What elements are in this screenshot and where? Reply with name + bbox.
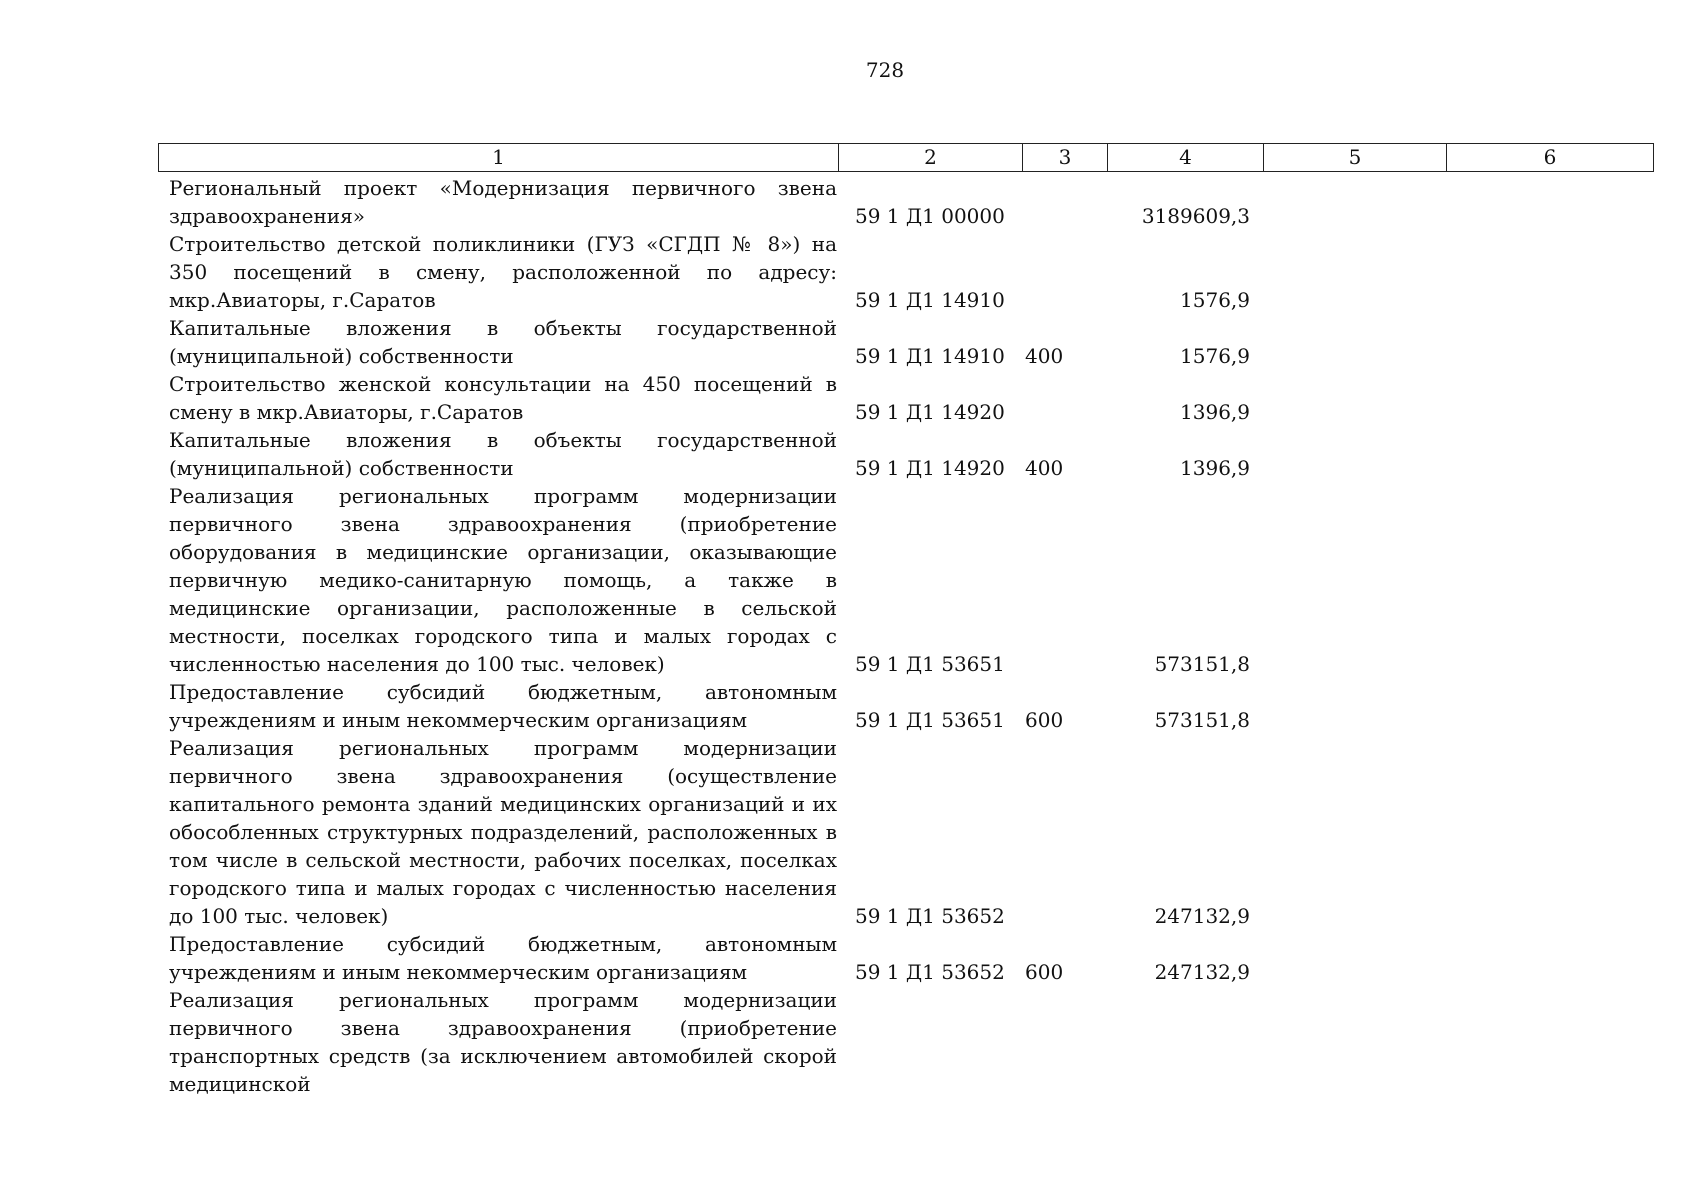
- row-expense-type: [1025, 650, 1103, 678]
- row-expense-type: [1025, 398, 1103, 426]
- row-code: 59 1 Д1 00000: [855, 204, 1005, 228]
- table-row: [158, 930, 1654, 986]
- row-description: Предоставление субсидий бюджетным, автономным учреждениям и иным некоммерческим организациям: [169, 680, 837, 732]
- page-number: 728: [865, 58, 905, 82]
- row-amount: 3189609,3: [1141, 204, 1250, 228]
- row-code: 59 1 Д1 53652: [855, 904, 1005, 928]
- row-description: Капитальные вложения в объекты государственной (муниципальной) собственности: [169, 316, 837, 368]
- row-description: Региональный проект «Модернизация первичного звена здравоохранения»: [169, 176, 837, 228]
- row-description: Строительство женской консультации на 450 посещений в смену в мкр.Авиаторы, г.Саратов: [169, 372, 837, 424]
- table-row: [158, 986, 1654, 1098]
- row-expense-type: 600: [1025, 960, 1064, 984]
- column-header-6: 6: [1446, 144, 1653, 171]
- table-body: [158, 174, 1654, 1098]
- table-row: [158, 370, 1654, 426]
- row-values: [837, 958, 1250, 986]
- row-code: 59 1 Д1 53651: [855, 652, 1005, 676]
- row-amount: 1576,9: [1180, 288, 1250, 312]
- table-row: [158, 734, 1654, 930]
- column-header-3: 3: [1022, 144, 1107, 171]
- row-code: 59 1 Д1 14920: [855, 456, 1005, 480]
- table-row: [158, 678, 1654, 734]
- row-values: [837, 342, 1250, 370]
- table-row: [158, 482, 1654, 678]
- row-expense-type: [1025, 286, 1103, 314]
- row-expense-type: 400: [1025, 344, 1064, 368]
- row-code: 59 1 Д1 53652: [855, 960, 1005, 984]
- row-values: [837, 398, 1250, 426]
- row-amount: 1576,9: [1180, 344, 1250, 368]
- row-amount: 247132,9: [1154, 960, 1250, 984]
- table-row: [158, 230, 1654, 314]
- row-values: [837, 706, 1250, 734]
- row-values: [837, 454, 1250, 482]
- row-amount: 247132,9: [1154, 904, 1250, 928]
- row-amount: 1396,9: [1180, 400, 1250, 424]
- row-values: [837, 286, 1250, 314]
- row-code: 59 1 Д1 14920: [855, 400, 1005, 424]
- row-amount: 1396,9: [1180, 456, 1250, 480]
- column-header-5: 5: [1263, 144, 1446, 171]
- row-amount: 573151,8: [1154, 708, 1250, 732]
- row-values: [837, 202, 1250, 230]
- row-description: Реализация региональных программ модернизации первичного звена здравоохранения (приобретение оборудования в медицинские организации, оказывающие первичную медико-санитарную помощь, а также в медицинские организации, расположенные в сельской местности, поселках городского типа и малых городах с численностью населения до 100 тыс. человек): [169, 484, 837, 676]
- row-expense-type: [1025, 202, 1103, 230]
- row-expense-type: [1025, 902, 1103, 930]
- row-values: [837, 902, 1250, 930]
- row-description: Предоставление субсидий бюджетным, автономным учреждениям и иным некоммерческим организациям: [169, 932, 837, 984]
- row-expense-type: 600: [1025, 708, 1064, 732]
- table-row: [158, 426, 1654, 482]
- row-description: Реализация региональных программ модернизации первичного звена здравоохранения (осуществление капитального ремонта зданий медицинских организаций и их обособленных структурных подразделений, расположенных в том числе в сельской местности, рабочих поселках, поселках городского типа и малых городах с численностью населения до 100 тыс. человек): [169, 736, 837, 928]
- row-code: 59 1 Д1 14910: [855, 288, 1005, 312]
- row-description: Реализация региональных программ модернизации первичного звена здравоохранения (приобретение транспортных средств (за исключением автомобилей скорой медицинской: [169, 988, 837, 1096]
- table-row: [158, 174, 1654, 230]
- column-header-4: 4: [1107, 144, 1263, 171]
- row-code: 59 1 Д1 14910: [855, 344, 1005, 368]
- row-amount: 573151,8: [1154, 652, 1250, 676]
- column-header-1: 1: [492, 145, 505, 169]
- column-header-2: 2: [838, 144, 1022, 171]
- row-description: Капитальные вложения в объекты государственной (муниципальной) собственности: [169, 428, 837, 480]
- row-expense-type: 400: [1025, 456, 1064, 480]
- row-description: Строительство детской поликлиники (ГУЗ «СГДП № 8») на 350 посещений в смену, расположенной по адресу: мкр.Авиаторы, г.Саратов: [169, 232, 837, 312]
- row-code: 59 1 Д1 53651: [855, 708, 1005, 732]
- table-row: [158, 314, 1654, 370]
- table-header: [158, 143, 1654, 172]
- row-values: [837, 650, 1250, 678]
